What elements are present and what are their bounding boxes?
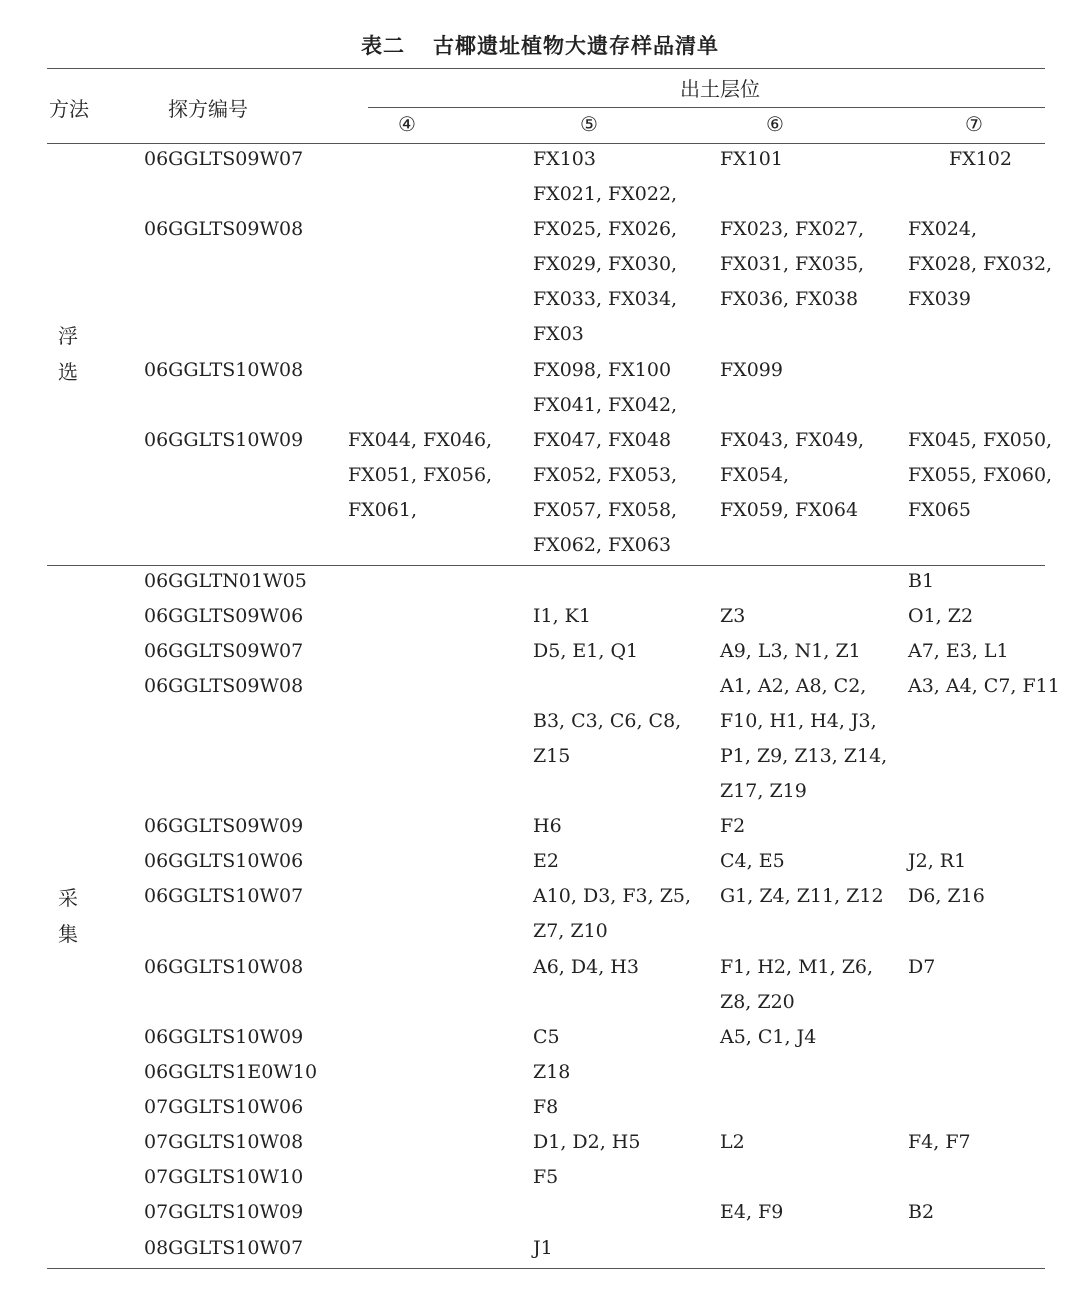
method-label-flotation: 浮 选 bbox=[58, 324, 78, 384]
table-cell-layer5: D5, E1, Q1 bbox=[533, 640, 639, 662]
table-cell-layer7: D7 bbox=[908, 956, 936, 978]
table-cell-layer5: F8 bbox=[533, 1096, 559, 1118]
table-cell-layer5: FX103 bbox=[533, 148, 596, 170]
table-caption: 古椰遗址植物大遗存样品清单 bbox=[433, 33, 719, 58]
table-cell-layer6: FX023, FX027, FX031, FX035, FX036, FX038 bbox=[720, 218, 865, 310]
table-number: 表二 bbox=[361, 33, 405, 58]
table-cell-layer6: A9, L3, N1, Z1 bbox=[720, 640, 861, 662]
table-cell-layer4: FX044, FX046, FX051, FX056, FX061, bbox=[348, 429, 493, 521]
table-row-square: 06GGLTS10W06 bbox=[144, 850, 304, 872]
table-cell-layer7: FX102 bbox=[949, 148, 1012, 170]
table-cell-layer5: B3, C3, C6, C8, Z15 bbox=[533, 710, 682, 767]
header-square-number: 探方编号 bbox=[168, 97, 248, 121]
table-cell-layer7: A7, E3, L1 bbox=[908, 640, 1009, 662]
table-cell-layer7: B1 bbox=[908, 570, 935, 592]
method-label-collection: 采 集 bbox=[58, 886, 78, 946]
bottom-rule bbox=[47, 1268, 1045, 1269]
header-sub-rule bbox=[368, 107, 1045, 108]
table-cell-layer5: J1 bbox=[533, 1237, 553, 1259]
table-title bbox=[0, 30, 1080, 60]
table-row-square: 06GGLTS09W09 bbox=[144, 815, 304, 837]
table-cell-layer5: C5 bbox=[533, 1026, 560, 1048]
table-cell-layer5: D1, D2, H5 bbox=[533, 1131, 641, 1153]
table-cell-layer7: F4, F7 bbox=[908, 1131, 971, 1153]
table-cell-layer6: FX101 bbox=[720, 148, 783, 170]
table-cell-layer5: A10, D3, F3, Z5, Z7, Z10 bbox=[533, 885, 692, 942]
table-cell-layer6: FX043, FX049, FX054, FX059, FX064 bbox=[720, 429, 865, 521]
header-layer-7: ⑦ bbox=[965, 112, 983, 136]
table-row-square: 06GGLTS09W07 bbox=[144, 640, 304, 662]
table-row-square: 08GGLTS10W07 bbox=[144, 1237, 304, 1259]
table-row-square: 06GGLTS10W09 bbox=[144, 429, 304, 451]
header-layer-6: ⑥ bbox=[766, 112, 784, 136]
table-cell-layer7: FX024, FX028, FX032, FX039 bbox=[908, 218, 1053, 310]
table-row-square: 06GGLTS10W08 bbox=[144, 956, 304, 978]
table-row-square: 06GGLTS1E0W10 bbox=[144, 1061, 318, 1083]
table-cell-layer5: I1, K1 bbox=[533, 605, 591, 627]
table-cell-layer6: G1, Z4, Z11, Z12 bbox=[720, 885, 884, 907]
table-cell-layer6: FX099 bbox=[720, 359, 783, 381]
table-row-square: 06GGLTS10W07 bbox=[144, 885, 304, 907]
table-cell-layer5: E2 bbox=[533, 850, 559, 872]
table-cell-layer5: A6, D4, H3 bbox=[533, 956, 639, 978]
table-cell-layer6: Z3 bbox=[720, 605, 746, 627]
table-cell-layer7: A3, A4, C7, F11 bbox=[908, 675, 1060, 697]
table-row-square: 07GGLTS10W08 bbox=[144, 1131, 304, 1153]
table-row-square: 06GGLTS09W08 bbox=[144, 675, 304, 697]
table-cell-layer6: E4, F9 bbox=[720, 1201, 784, 1223]
table-cell-layer5: FX098, FX100 bbox=[533, 359, 672, 381]
header-method: 方法 bbox=[49, 97, 89, 121]
table-row-square: 06GGLTS09W08 bbox=[144, 218, 304, 240]
table-cell-layer7: O1, Z2 bbox=[908, 605, 974, 627]
header-layer-group: 出土层位 bbox=[680, 77, 760, 101]
table-cell-layer6: L2 bbox=[720, 1131, 745, 1153]
table-row-square: 06GGLTS09W07 bbox=[144, 148, 304, 170]
table-cell-layer7: B2 bbox=[908, 1201, 935, 1223]
table-cell-layer5: H6 bbox=[533, 815, 562, 837]
table-row-square: 06GGLTS09W06 bbox=[144, 605, 304, 627]
table-cell-layer6: C4, E5 bbox=[720, 850, 785, 872]
table-row-square: 06GGLTS10W09 bbox=[144, 1026, 304, 1048]
table-cell-layer6: F1, H2, M1, Z6, Z8, Z20 bbox=[720, 956, 874, 1013]
table-cell-layer6: F2 bbox=[720, 815, 746, 837]
header-layer-5: ⑤ bbox=[580, 112, 598, 136]
table-row-square: 07GGLTS10W09 bbox=[144, 1201, 304, 1223]
table-cell-layer6: A5, C1, J4 bbox=[720, 1026, 817, 1048]
table-cell-layer7: FX045, FX050, FX055, FX060, FX065 bbox=[908, 429, 1053, 521]
table-cell-layer7: D6, Z16 bbox=[908, 885, 985, 907]
table-cell-layer5: F5 bbox=[533, 1166, 559, 1188]
table-cell-layer6: A1, A2, A8, C2, F10, H1, H4, J3, P1, Z9, Z13, Z14, Z17, Z19 bbox=[720, 675, 888, 802]
table-cell-layer5: Z18 bbox=[533, 1061, 571, 1083]
table-cell-layer5: FX021, FX022, FX025, FX026, FX029, FX030, FX033, FX034, FX03 bbox=[533, 183, 678, 345]
table-row-square: 06GGLTS10W08 bbox=[144, 359, 304, 381]
table-cell-layer5: FX041, FX042, FX047, FX048 FX052, FX053, FX057, FX058, FX062, FX063 bbox=[533, 394, 678, 556]
table-row-square: 06GGLTN01W05 bbox=[144, 570, 307, 592]
table-row-square: 07GGLTS10W10 bbox=[144, 1166, 304, 1188]
table-row-square: 07GGLTS10W06 bbox=[144, 1096, 304, 1118]
header-layer-4: ④ bbox=[398, 112, 416, 136]
top-rule bbox=[47, 68, 1045, 69]
table-cell-layer7: J2, R1 bbox=[908, 850, 967, 872]
